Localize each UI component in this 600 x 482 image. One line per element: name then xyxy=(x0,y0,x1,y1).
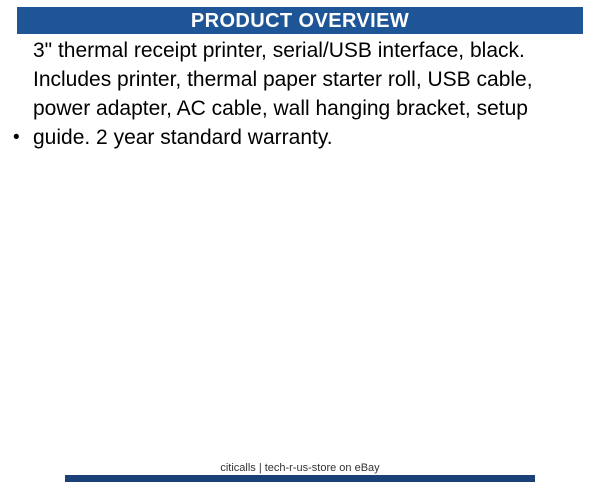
footer-divider-bar xyxy=(65,475,535,482)
description-line: 3" thermal receipt printer, serial/USB interface, black. xyxy=(33,39,525,62)
description-line: power adapter, AC cable, wall hanging bracket, setup xyxy=(33,97,528,120)
description-line: guide. 2 year standard warranty. xyxy=(33,126,333,149)
description-line: Includes printer, thermal paper starter roll, USB cable, xyxy=(33,68,533,91)
product-overview-header xyxy=(17,7,583,34)
seller-credit: citicalls | tech-r-us-store on eBay xyxy=(220,462,380,474)
description-line-with-bullet xyxy=(13,123,533,152)
section-title: PRODUCT OVERVIEW xyxy=(190,10,410,32)
product-description xyxy=(13,36,533,152)
bullet-marker-icon: • xyxy=(13,127,20,148)
